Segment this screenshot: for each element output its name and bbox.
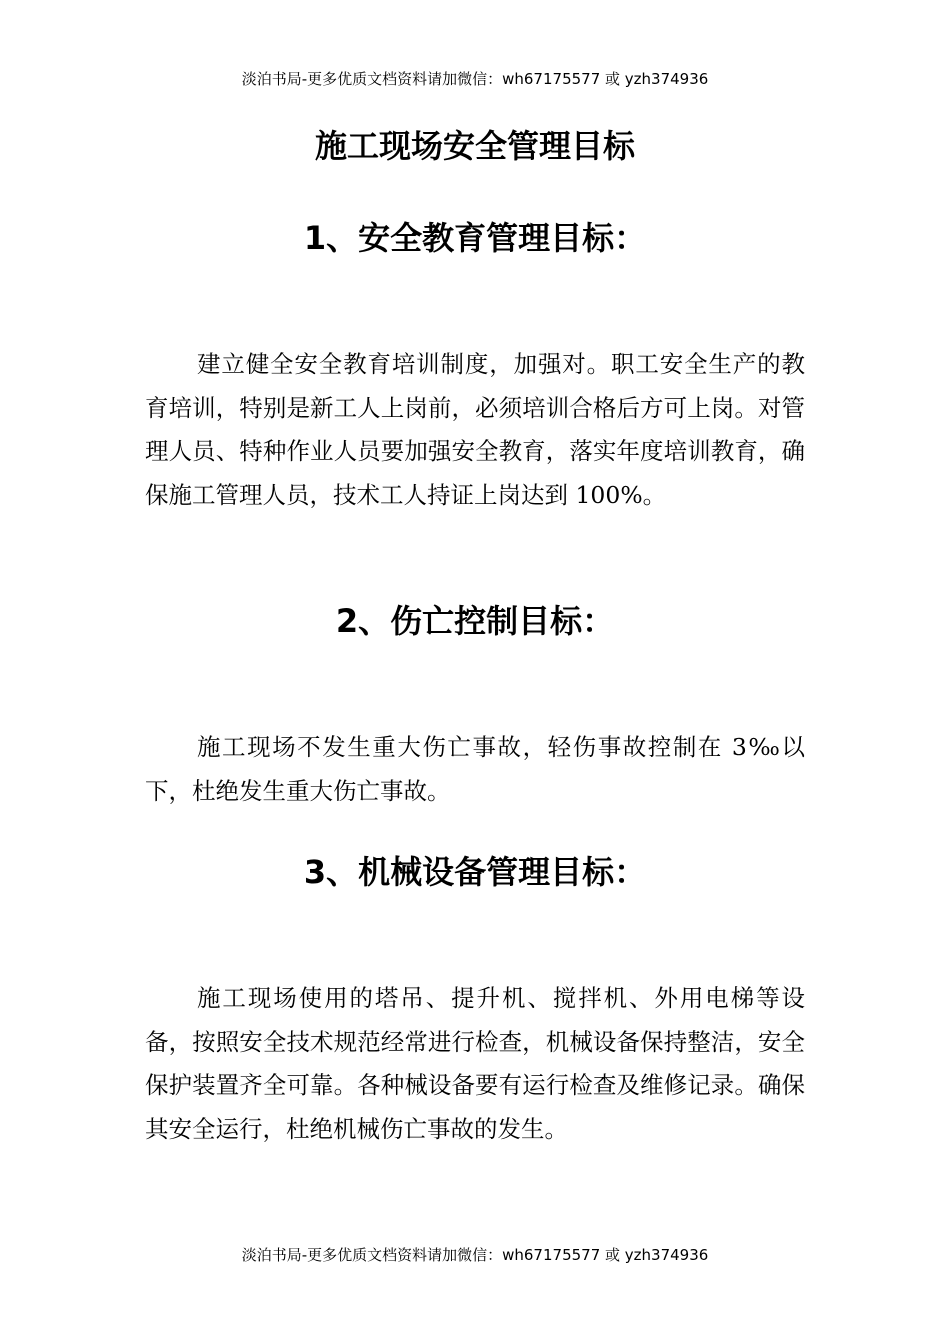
section-body-education: 建立健全安全教育培训制度，加强对。职工安全生产的教育培训，特别是新工人上岗前，必须培训合格后方可上岗。对管理人员、特种作业人员要加强安全教育，落实年度培训教育，确保施工管理人员，技术工人持证上岗达到 100%。 bbox=[145, 350, 805, 509]
document-title: 施工现场安全管理目标 bbox=[314, 127, 635, 165]
section-heading-education: 1、安全教育管理目标： bbox=[303, 219, 647, 257]
page-footer: 淡泊书局-更多优质文档资料请加微信：wh67175577 或 yzh374936 bbox=[241, 1246, 709, 1264]
page-header: 淡泊书局-更多优质文档资料请加微信：wh67175577 或 yzh374936 bbox=[241, 70, 709, 88]
section-heading-equipment: 3、机械设备管理目标： bbox=[303, 853, 647, 891]
section-body-casualty-control: 施工现场不发生重大伤亡事故，轻伤事故控制在 3‰以下，杜绝发生重大伤亡事故。 bbox=[145, 733, 805, 805]
section-body-equipment: 施工现场使用的塔吊、提升机、搅拌机、外用电梯等设备，按照安全技术规范经常进行检查，机械设备保持整洁，安全保护装置齐全可靠。各种械设备要有运行检查及维修记录。确保其安全运行，杜绝机械伤亡事故的发生。 bbox=[145, 984, 805, 1143]
section-heading-casualty-control: 2、伤亡控制目标： bbox=[335, 602, 615, 640]
